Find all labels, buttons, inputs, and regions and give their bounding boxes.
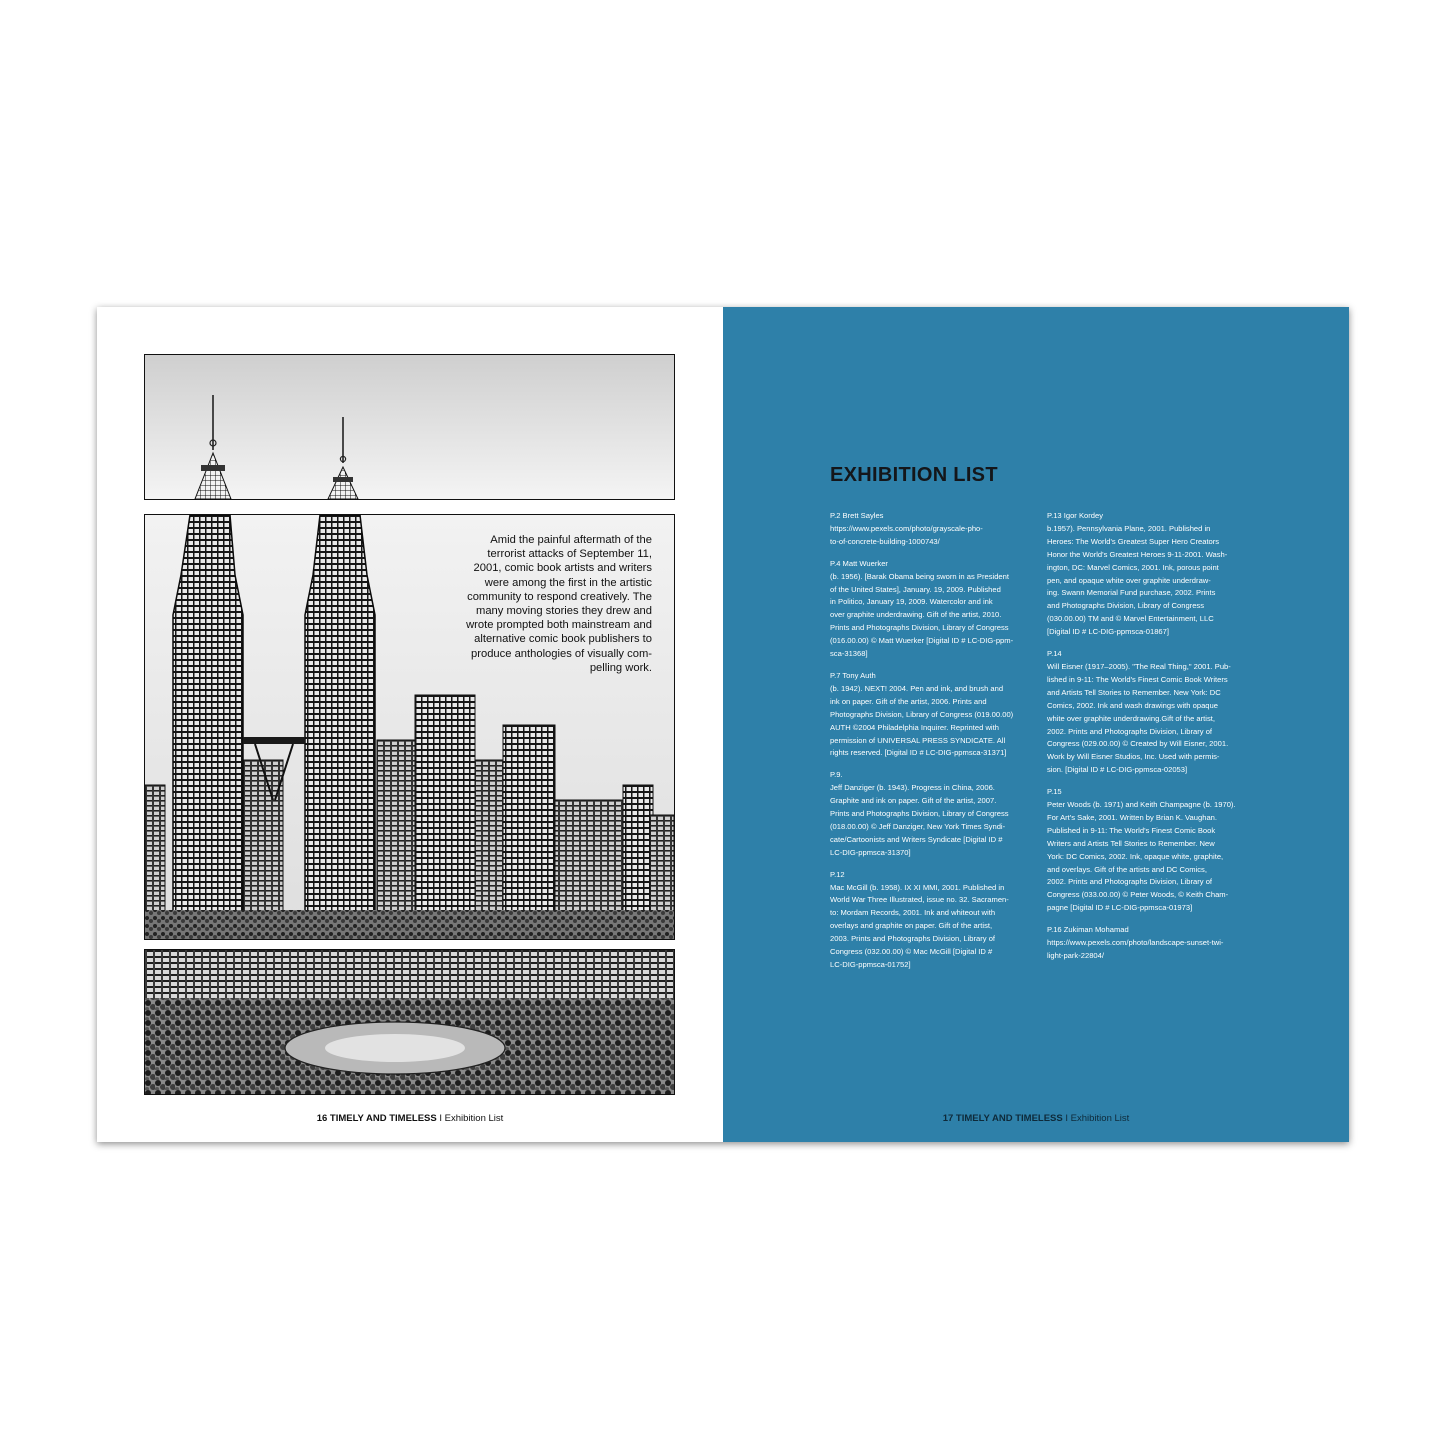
page-heading: EXHIBITION LIST xyxy=(830,464,998,486)
folio-number-title: 17 TIMELY AND TIMELESS xyxy=(942,1113,1063,1124)
intro-line: many moving stories they drew and xyxy=(476,605,652,618)
intro-line: 2001, comic book artists and writers xyxy=(473,562,652,575)
exhibition-entry: P.13 Igor Kordey b.1957). Pennsylvania Plane, 2001. Published in Heroes: The World's Greatest Super Hero Creators Honor the World's Greatest Heroes 9-11-2001. Wash- ington, DC: Marvel Comics, 2001. Ink, porous point pen, and opaque white over graphite underdraw- ing. Swann Memorial Fund purchase, 2002. Prints and Photographs Division, Library of Congress (030.00.00) TM and © Marvel Entertainment, LLC [Digital ID # LC-DIG-ppmsca-01867] xyxy=(1047,511,1228,637)
folio-separator: I xyxy=(436,1113,445,1124)
right-folio xyxy=(723,1113,1349,1124)
left-page xyxy=(97,307,723,1142)
book-spread xyxy=(97,307,1349,1142)
folio-separator: I xyxy=(1062,1113,1071,1124)
exhibition-entry: P.14 Will Eisner (1917–2005). "The Real Thing," 2001. Pub- lished in 9-11: The World's Finest Comic Book Writers and Artists Tell Stories to Remember. New York: DC Comics, 2002. Ink and wash drawings with opaque white over graphite underdrawing.Gift of the artist, 2002. Prints and Photographs Division, Library of Congress (029.00.00) © Created by Will Eisner, 2001. Work by Will Eisner Studios, Inc. Used with permis- sion. [Digital ID # LC-DIG-ppmsca-02053] xyxy=(1047,649,1231,775)
exhibition-entry: P.9. Jeff Danziger (b. 1943). Progress in China, 2006. Graphite and ink on paper. Gift of the artist, 2007. Prints and Photographs Division, Library of Congress (018.00.00) © Jeff Danziger, New York Times Syndi- cate/Cartoonists and Writers Syndicate [Digital ID # LC-DIG-ppmsca-31370] xyxy=(830,770,1009,857)
exhibition-list-column-2 xyxy=(1047,510,1237,972)
comic-panel-spires xyxy=(144,354,675,500)
exhibition-entry: P.2 Brett Sayles https://www.pexels.com/photo/grayscale-pho- to-of-concrete-building-1000743/ xyxy=(830,511,983,546)
intro-line: pelling work. xyxy=(589,661,652,674)
city-lake-park-illustration xyxy=(145,950,674,1094)
intro-line: community to respond creatively. The xyxy=(467,590,652,603)
comic-panel-city xyxy=(144,514,675,940)
twin-towers-spires-illustration xyxy=(145,355,674,499)
intro-paragraph xyxy=(402,533,652,675)
intro-line: alternative comic book publishers to xyxy=(474,633,652,646)
exhibition-list-column-1 xyxy=(830,510,1020,981)
intro-line: were among the first in the artistic xyxy=(484,576,652,589)
folio-section: Exhibition List xyxy=(444,1113,504,1124)
intro-line: Amid the painful aftermath of the xyxy=(490,534,652,546)
comic-panel-park xyxy=(144,949,675,1095)
intro-line: terrorist attacks of September 11, xyxy=(487,548,652,561)
intro-line: wrote prompted both mainstream and xyxy=(466,619,652,632)
exhibition-entry: P.16 Zukiman Mohamad https://www.pexels.com/photo/landscape-sunset-twi- light-park-22804/ xyxy=(1047,925,1224,960)
folio-number-title: 16 TIMELY AND TIMELESS xyxy=(316,1113,437,1124)
exhibition-entry: P.4 Matt Wuerker (b. 1956). [Barak Obama being sworn in as President of the United States], January. 19, 2009. Published in Politico, January 19, 2009. Watercolor and ink over graphite underdrawing. Gift of the artist, 2010. Prints and Photographs Division, Library of Congress (016.00.00) © Matt Wuerker [Digital ID # LC-DIG-ppm- sca-31368] xyxy=(830,558,1014,659)
exhibition-entry: P.12 Mac McGill (b. 1958). IX XI MMI, 2001. Published in World War Three Illustrated, issue no. 32. Sacramen- to: Mordam Records, 2001. Ink and whiteout with overlays and graphite on paper. Gift of the artist, 2003. Prints and Photographs Division, Library of Congress (032.00.00) © Mac McGill [Digital ID # LC-DIG-ppmsca-01752] xyxy=(830,869,1009,969)
left-folio xyxy=(97,1113,723,1124)
right-page xyxy=(723,307,1349,1142)
exhibition-entry: P.7 Tony Auth (b. 1942). NEXT! 2004. Pen and ink, and brush and ink on paper. Gift of the artist, 2006. Prints and Photographs Division, Library of Congress (019.00.00) AUTH ©2004 Philadelphia Inquirer. Reprinted with permission of UNIVERSAL PRESS SYNDICATE. All rights reserved. [Digital ID # LC-DIG-ppmsca-31371] xyxy=(830,670,1014,758)
folio-section: Exhibition List xyxy=(1070,1113,1130,1124)
exhibition-entry: P.15 Peter Woods (b. 1971) and Keith Champagne (b. 1970). For Art's Sake, 2001. Written by Brian K. Vaughan. Published in 9-11: The World's Finest Comic Book Writers and Artists Tell Stories to Remember. New York: DC Comics, 2002. Ink, opaque white, graphite, and overlays. Gift of the artists and DC Comics, 2002. Prints and Photographs Division, Library of Congress (033.00.00) © Peter Woods, © Keith Cham- pagne [Digital ID # LC-DIG-ppmsca-01973] xyxy=(1047,787,1236,913)
intro-line: produce anthologies of visually com- xyxy=(471,647,652,660)
